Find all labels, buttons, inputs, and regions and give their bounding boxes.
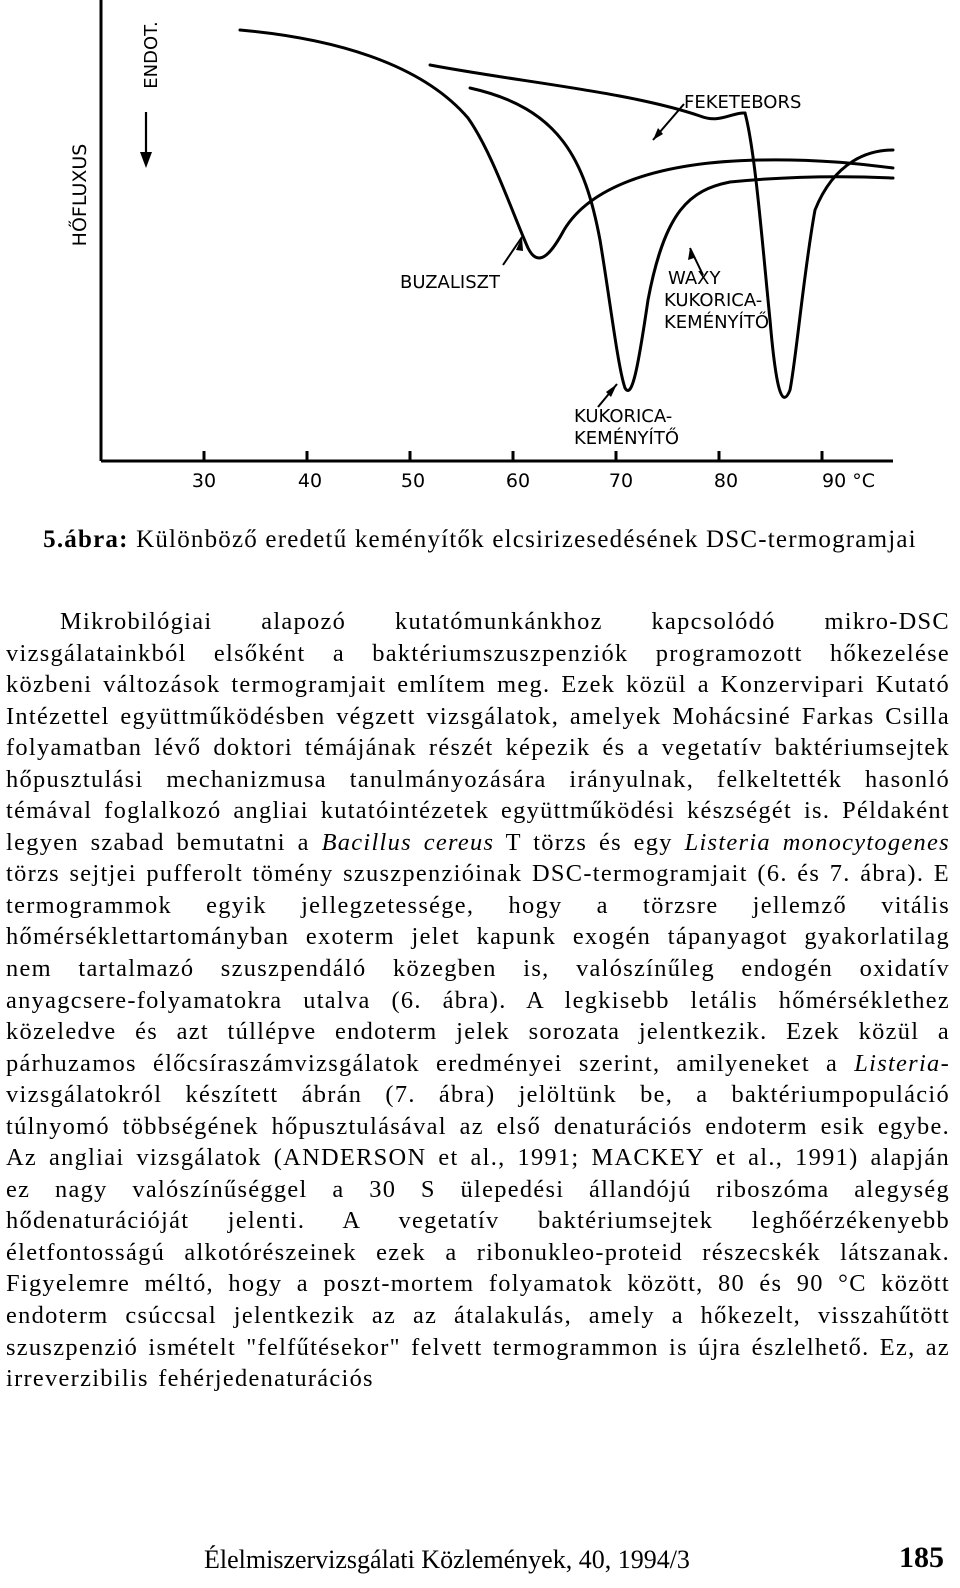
species-name: Bacillus cereus (321, 828, 495, 856)
x-tick-label: 60 (505, 470, 531, 492)
endot-arrow-head (140, 152, 152, 168)
label-waxy: KEMÉNYÍTŐ (664, 312, 770, 333)
endot-label: ENDOT. (141, 21, 162, 89)
label-kukorica: KUKORICA- (574, 406, 673, 427)
x-tick-label: 30 (191, 470, 217, 492)
figure-caption-text: Különböző eredetű keményítők elcsirizesedésének DSC-termogramjai (128, 526, 917, 553)
body-text (6, 606, 950, 1395)
figure-caption-label: 5.ábra: (43, 526, 129, 553)
label-waxy: WAXY (668, 268, 721, 289)
label-buzaliszt: BUZALISZT (400, 272, 500, 293)
paragraph (6, 606, 950, 1395)
label-kukorica: KEMÉNYÍTŐ (574, 428, 680, 449)
page-footer (0, 1541, 960, 1581)
figure-caption (0, 524, 960, 556)
x-tick-label: 80 (713, 470, 739, 492)
text-segment: törzs sejtjei pufferolt tömény szuszpenzióinak DSC-termogramjait (6. és 7. ábra). E termogrammok egyik jellegzetessége, hogy a törzsre jellemző vitális hőmérséklettartományban exoterm jelet kapunk exogén tápanyagot gyakorlatilag nem tartalmazó szuszpendáló közegben is, valószínűleg endogén oxidatív anyagcsere-folyamatokra utalva (6. ábra). A legkisebb letális hőmérséklethez közeledve és azt túllépve endoterm jelek sorozata jelentkezik. Ezek közül a párhuzamos élőcsíraszámvizsgálatok eredményei szerint, amilyeneket a (6, 860, 950, 1077)
label-feketebors: FEKETEBORS (684, 92, 802, 113)
label-waxy: KUKORICA- (664, 290, 763, 311)
text-segment: T törzs és egy (494, 828, 685, 856)
x-tick-label: 40 (297, 470, 323, 492)
text-segment: Mikrobilógiai alapozó kutatómunkánkhoz kapcsolódó mikro-DSC vizsgálatainkból elsőként a baktériumszuszpenziók programozott hőkezelése közbeni változások termogramjait említem meg. Ezek közül a Konzervipari Kutató Intézettel együttműködésben végzett vizsgálatok, amelyek Mohácsiné Farkas Csilla folyamatban lévő doktori témájának részét képezik és a vegetatív baktériumsejtek hőpusztulási mechanizmusa tanulmányozására irányulnak, felkeltették hasonló témával foglalkozó angliai kutatóintézetek együttműködési készségét is. Példaként legyen szabad bemutatni a (6, 608, 950, 856)
x-tick-label: 50 (400, 470, 426, 492)
journal-citation: Élelmiszervizsgálati Közlemények, 40, 1994/3 (204, 1545, 690, 1574)
species-name: Listeria monocytogenes (684, 828, 950, 856)
dsc-figure (0, 0, 960, 520)
text-segment: -vizsgálatokról készített ábrán (7. ábra) jelöltünk be, a baktériumpopuláció túlnyomó többségének hőpusztulásával az első denaturációs endoterm esik egybe. Az angliai vizsgálatok (ANDERSON et al., 1991; MACKEY et al., 1991) alapján ez nagy valószínűséggel a 30 S ülepedési állandójú riboszóma alegység hődenaturációját jelenti. A vegetatív baktériumsejtek leghőérzékenyebb életfontosságú alkotórészeinek ezek a ribonukleo-proteid részecskék látszanak. Figyelemre méltó, hogy a poszt-mortem folyamatok között, 80 és 90 °C között endoterm csúccsal jelentkezik az az átalakulás, amely a hőkezelt, visszahűtött szuszpenzió ismételt "felfűtésekor" felvett termogrammon is újra észlelhető. Ez, az irreverzibilis fehérjedenaturációs (6, 1049, 950, 1393)
curve-kukorica (470, 88, 893, 390)
y-axis-label: HŐFLUXUS (69, 143, 91, 247)
x-tick-label: 70 (608, 470, 634, 492)
page-number: 185 (899, 1541, 944, 1574)
species-name: Listeria (854, 1049, 941, 1077)
x-tick-label: 90 °C (822, 470, 875, 492)
curve-waxy (745, 113, 893, 397)
pointer-buzaliszt (503, 237, 522, 265)
